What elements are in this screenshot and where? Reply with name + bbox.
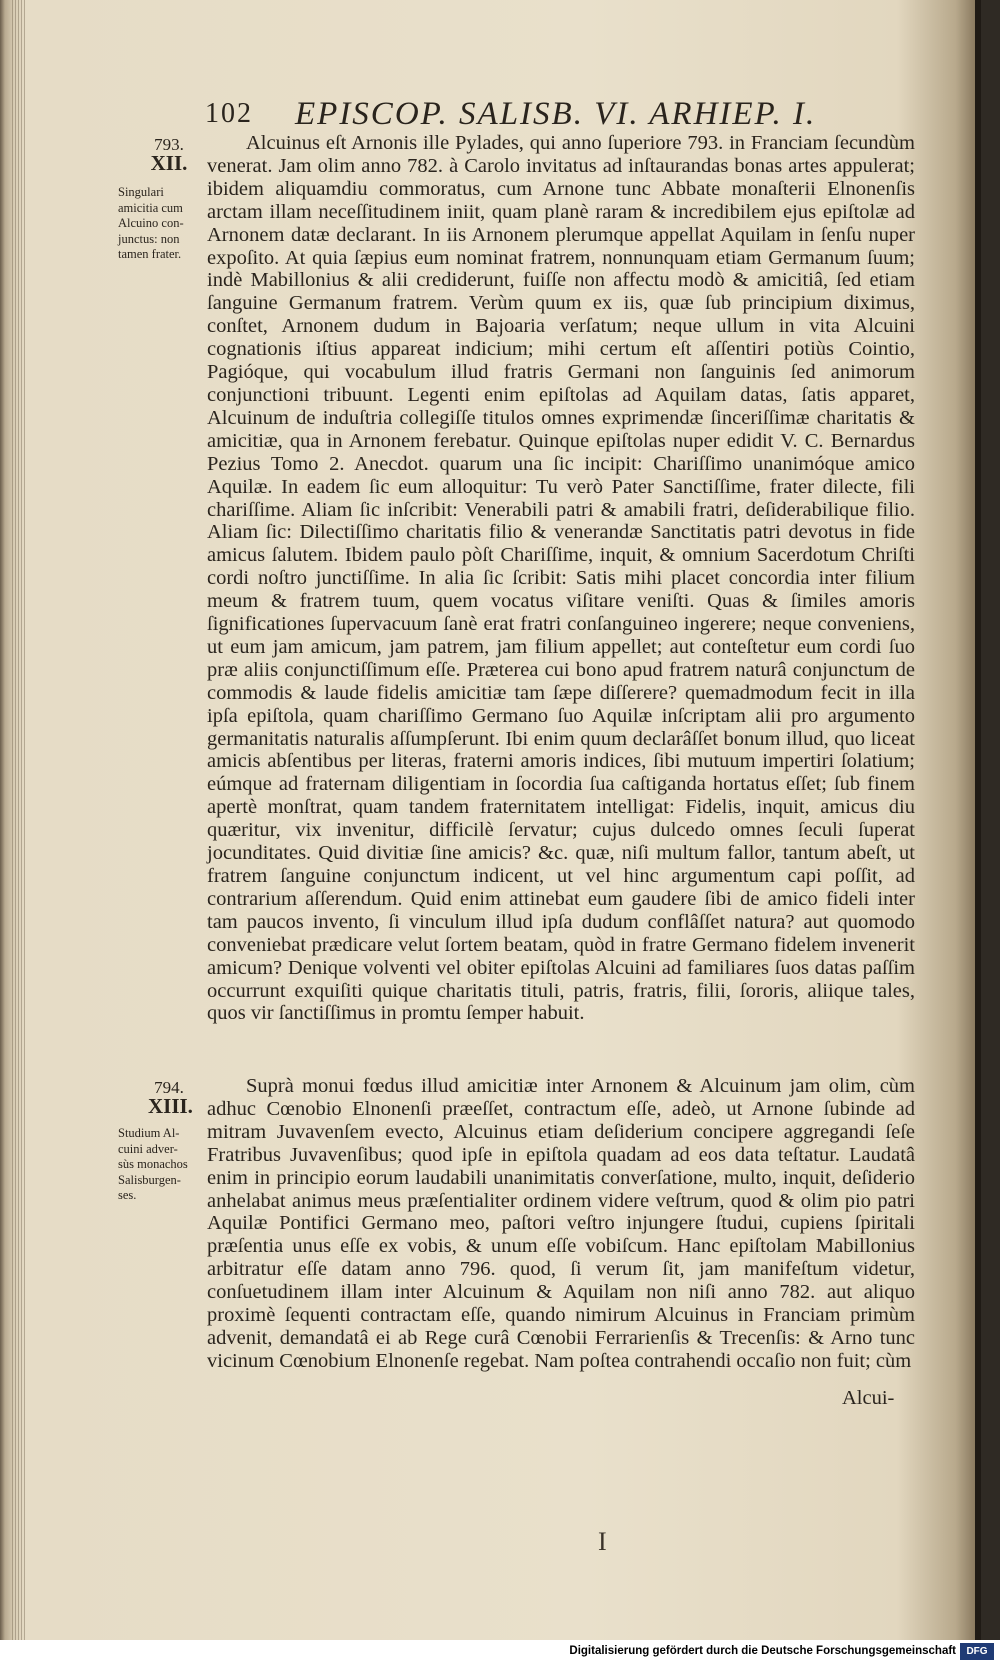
- margin-note-line: junctus: non: [118, 231, 180, 246]
- body-paragraph-2: [207, 1075, 915, 1373]
- dfg-logo-icon: DFG: [960, 1643, 994, 1660]
- paragraph-text: Suprà monui fœdus illud amicitiæ inter Arnonem & Alcuinum jam olim, cùm adhuc Cœnobio Elnonenſi præeſſet, contractum eſſe, adeò, ut Arnone ſubinde ad mitram Juvavenſem evecto, Alcuinus etiam deſiderium concipere aggregandi ſeſe Fratribus Juvavenſibus; quod ipſe in epiſtola quadam ad eos data teſtatur. Laudatâ enim in principio eorum laudabili unanimitatis converſatione, multo, inquit, deſiderio anhelabat animus meus præſentialiter ordinem videre veſtrum, quod & olim pio patri Aquilæ Pontifici Germano meo, paſtori veſtro injungere ſtudui, cupiens ſpiritali præſentia unus eſſe ex vobis, & unum eſſe vobiſcum. Hanc epiſtolam Mabillonius arbitratur eſſe datam anno 796. quod, ſi verum ſit, jam manifeſtum videtur, conſuetudinem illam inter Alcuinum & Aquilam non niſi anno 782. aut aliquo proximè ſequenti contractam eſſe, quando nimirum Alcuinus in Franciam primùm advenit, demandatâ ei ab Rege curâ Cœnobii Ferrarienſis & Trecenſis: & Arno tunc vicinum Cœnobium Elnonenſe regebat. Nam poſtea contrahendi occaſio non fuit; cùm: [207, 1075, 915, 1372]
- margin-note-line: amicitia cum: [118, 200, 183, 215]
- page-number: 102: [205, 98, 253, 129]
- margin-note-line: Studium Al-: [118, 1126, 180, 1140]
- margin-note-line: tamen frater.: [118, 247, 182, 262]
- margin-note-1: [118, 185, 184, 263]
- signature-mark: I: [598, 1527, 607, 1556]
- margin-note-2: [118, 1126, 188, 1204]
- margin-note-line: Singulari: [118, 185, 164, 199]
- margin-note-line: cuini adver-: [118, 1141, 178, 1156]
- margin-year-1: 793.: [154, 135, 184, 154]
- margin-note-line: sùs monachos: [118, 1157, 188, 1172]
- catchword: Alcui-: [842, 1387, 895, 1409]
- running-title: EPISCOP. SALISB. VI. ARHIEP. I.: [295, 96, 817, 132]
- paragraph-text: Alcuinus eſt Arnonis ille Pylades, qui anno ſuperiore 793. in Franciam ſecundùm venerat. Jam olim anno 782. à Carolo invitatus ad inſtaurandas bonas artes appulerat; ibidem aliquamdiu commoratus, cum Arnone tunc Abbate monaſterii Elnonenſis arctam illam neceſſitudinem iniit, quam planè raram & incredibilem ejus epiſtolæ ad Arnonem datæ declarant. In iis Arnonem plerumque appellat Aquilam in ſenſu nuper expoſito. At quia ſæpius eum nominat fratrem, nonnunquam etiam Germanum ſuum; indè Mabillonius & alii crediderunt, fuiſſe non affectu modò & amicitiâ, ſed etiam ſanguine Germanum fratrem. Verùm quum ex iis, quæ ſub principium diximus, conſtet, Arnonem dudum in Bajoaria verſatum; neque ullum in vita Alcuini cognationis iſtius appareat indicium; mihi certum eſt aſſentiri potiùs Cointio, Pagióque, qui vocabulum illud fratris Germani non ſanguinis ſed animorum conjunctioni tribuunt. Legenti enim epiſtolas ad Aquilam datas, ſatis apparet, Alcuinum de induſtria collegiſſe titulos omnes exprimendæ ſinceriſſimæ charitatis & amicitiæ, qua in Arnonem ferebatur. Quinque epiſtolas nuper edidit V. C. Bernardus Pezius Tomo 2. Anecdot. quarum una ſic incipit: Chariſſimo unanimóque amico Aquilæ. In eadem ſic eum alloquitur: Tu verò Pater Sanctiſſime, frater dilecte, fili chariſſime. Aliam ſic inſcribit: Venerabili patri & amabili fratri, deſiderabilique filio. Aliam ſic: Dilectiſſimo charitatis filio & venerandæ Sanctitatis patri devotus in fide amicus ſalutem. Ibidem paulo pòſt Chariſſime, inquit, & omnium Sacerdotum Chriſti cordi noſtro junctiſſime. In alia ſic ſcribit: Satis mihi placet concordia inter filium meum & fratrem tuum, quem vocatus viſitare veniſti. Quas & ſimiles amoris ſignificationes ſupervacuum ſanè erat fratri conſanguineo ingerere; neque conveniens, ut eum jam amicum, jam patrem, jam filium appellet; aut conteſtetur eum cordi ſuo præ aliis conjunctiſſimum eſſe. Præterea cui bono apud fratrem naturâ conjunctum de commodis & laude fidelis amicitiæ tam ſæpe diſſerere? quemadmodum fecit in illa ipſa epiſtola, quam chariſſimo Germano ſuo Aquilæ inſcriptam alii pro argumento germanitatis naturalis aſſumpſerunt. Ibi enim quum declarâſſet bonum illud, quo liceat amicis abſentibus per literas, fraterni amoris indices, ſibi mutuum impertiri ſolatium; eúmque ad fraternam diligentiam in ſocordia ſua caſtiganda hortatus eſſet; ſub finem apertè monſtrat, quam tandem fraternitatem intelligat: Fidelis, inquit, amicus diu quæritur, vix invenitur, difficilè ſervatur; cujus dulcedo omnes ſeculi ſuperat jocunditates. Quid divitiæ ſine amicis? &c. quæ, niſi multum fallor, tantum abeſt, ut fratrem ſanguine conjunctum indicent, ut vel hinc argumentum capi poſſit, ad contrarium aſſerendum. Quid enim attinebat eum gaudere ſibi de amico fideli inter tam paucos invento, ſi vinculum illud ipſa dudum conflâſſet natura? aut quomodo conveniebat prædicare velut ſortem beatam, quòd in fratre Germano fidelem invenerit amicum? Denique volventi vel obiter epiſtolas Alcuini ad familiares ſuos datas paſſim occurrunt exquiſiti quique charitatis tituli, patris, fratris, filii, ſororis, aliique tales, quos vir ſanctiſſimus in promtu ſemper habuit.: [207, 132, 915, 1025]
- page-header: [205, 96, 825, 136]
- margin-section-1: XII.: [150, 151, 188, 175]
- body-paragraph-1: [207, 132, 915, 1025]
- margin-year-2: 794.: [154, 1078, 184, 1097]
- margin-note-line: Salisburgen-: [118, 1172, 181, 1187]
- margin-note-line: ses.: [118, 1188, 137, 1203]
- footer-credit: Digitalisierung gefördert durch die Deutsche Forschungsgemeinschaft: [569, 1645, 956, 1657]
- margin-note-line: Alcuino con-: [118, 216, 184, 231]
- footer-bar: [0, 1640, 1000, 1665]
- margin-section-2: XIII.: [148, 1094, 193, 1118]
